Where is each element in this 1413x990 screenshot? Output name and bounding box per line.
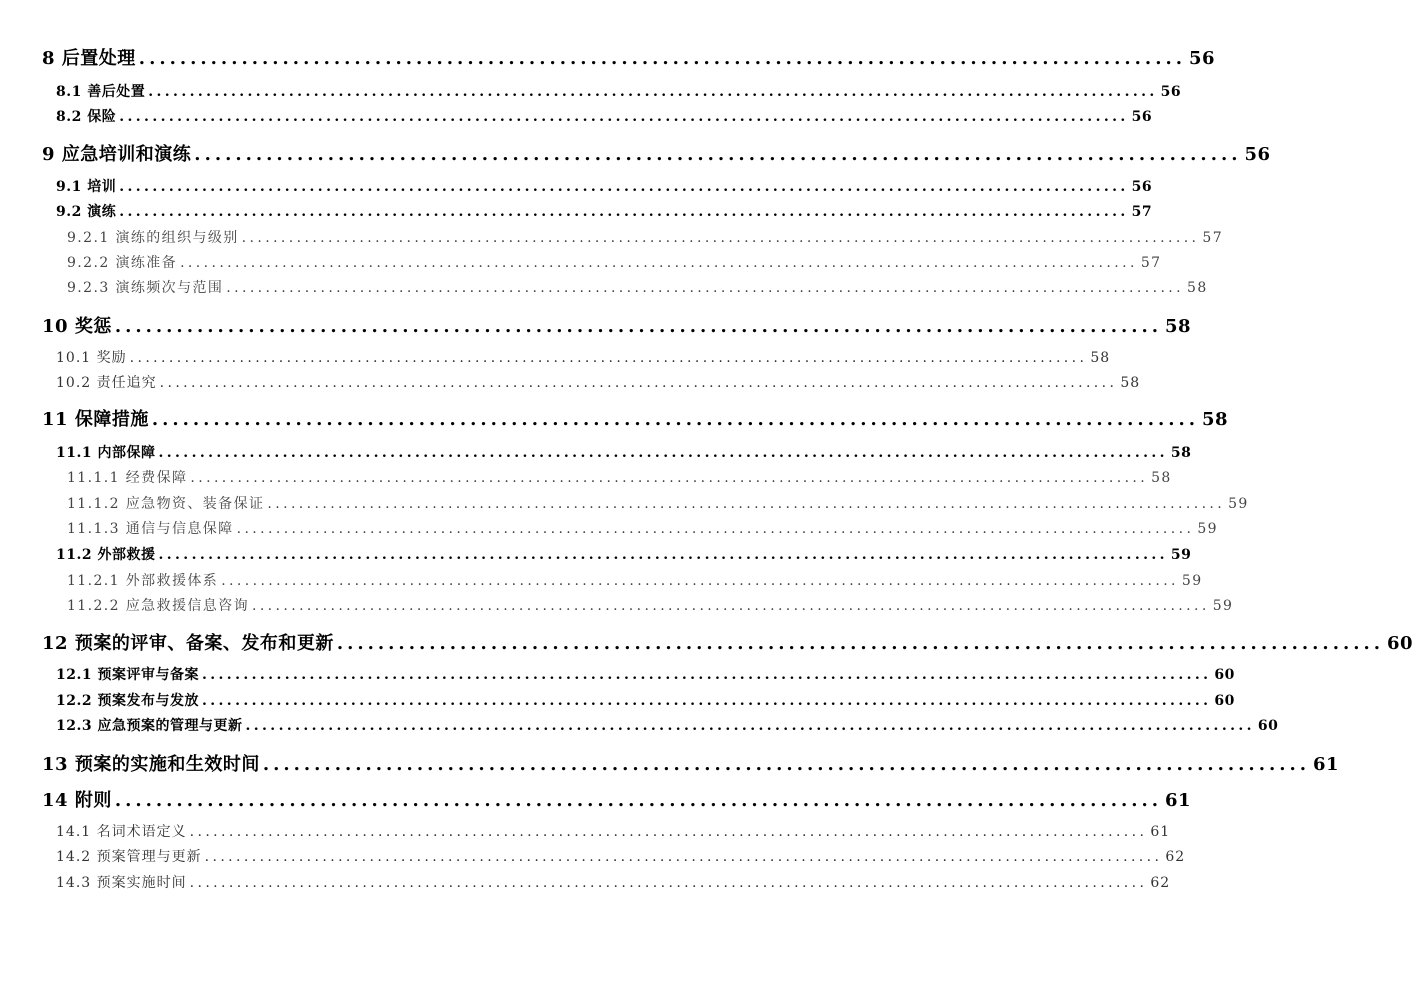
toc-entry[interactable]	[0, 442, 1192, 462]
toc-leader-dots: ......................................................................................................	[114, 316, 1163, 337]
toc-entry[interactable]	[0, 227, 1224, 247]
toc-entry-page: 58	[1187, 280, 1208, 296]
toc-entry-title: 14.3 预案实施时间	[56, 875, 187, 891]
toc-entry-page: 61	[1313, 754, 1340, 775]
toc-leader-dots: ..........................................................................................................................	[159, 375, 1118, 391]
toc-entry-page: 57	[1131, 204, 1153, 220]
toc-entry-title: 11 保障措施	[42, 409, 149, 430]
toc-entry-page: 61	[1150, 824, 1171, 840]
toc-entry-title: 11.1.1 经费保障	[67, 470, 188, 486]
toc-entry-page: 61	[1165, 790, 1192, 811]
toc-entry[interactable]	[0, 44, 1216, 70]
toc-leader-dots: ..........................................................................................................................	[241, 230, 1200, 246]
toc-entry[interactable]	[0, 664, 1235, 684]
toc-entry-title: 10.1 奖励	[56, 350, 127, 366]
toc-entry-title: 8 后置处理	[42, 48, 136, 69]
toc-entry-page: 60	[1257, 718, 1279, 734]
toc-leader-dots: ......................................................................................................	[336, 633, 1385, 654]
toc-entry[interactable]	[0, 372, 1141, 392]
toc-entry[interactable]	[0, 690, 1235, 710]
toc-entry-page: 56	[1160, 84, 1182, 100]
toc-leader-dots: ......................................................................................................	[194, 144, 1242, 165]
toc-leader-dots: ......................................................................................................	[138, 48, 1186, 69]
toc-entry-page: 58	[1120, 375, 1141, 391]
toc-entry-page: 62	[1165, 849, 1186, 865]
toc-entry-page: 56	[1244, 144, 1271, 165]
toc-entry-title: 10 奖惩	[42, 316, 112, 337]
toc-entry-title: 14 附则	[42, 790, 112, 811]
toc-entry[interactable]	[0, 715, 1279, 735]
toc-entry-title: 11.1 内部保障	[56, 445, 156, 461]
toc-leader-dots: ..........................................................................................................................	[119, 204, 1129, 220]
toc-leader-dots: ..........................................................................................................................	[251, 598, 1210, 614]
toc-entry-page: 56	[1131, 179, 1153, 195]
toc-entry-title: 9.2.2 演练准备	[67, 255, 178, 271]
toc-entry-page: 62	[1150, 875, 1171, 891]
toc-entry-title: 9.2 演练	[56, 204, 117, 220]
toc-leader-dots: ..........................................................................................................................	[236, 521, 1195, 537]
toc-entry[interactable]	[0, 544, 1192, 564]
toc-entry-title: 12 预案的评审、备案、发布和更新	[42, 633, 334, 654]
toc-leader-dots: ..........................................................................................................................	[201, 667, 1212, 683]
toc-entry-page: 60	[1387, 633, 1413, 654]
toc-entry-page: 58	[1165, 316, 1192, 337]
toc-entry-title: 14.2 预案管理与更新	[56, 849, 202, 865]
toc-entry[interactable]	[0, 467, 1172, 487]
toc-entry-title: 11.2.2 应急救援信息咨询	[67, 598, 249, 614]
toc-leader-dots: ..........................................................................................................................	[158, 445, 1168, 461]
toc-entry[interactable]	[0, 140, 1271, 166]
toc-entry-page: 58	[1170, 445, 1192, 461]
toc-entry-page: 59	[1197, 521, 1218, 537]
toc-entry-page: 60	[1214, 693, 1235, 709]
toc-leader-dots: ..........................................................................................................................	[226, 280, 1185, 296]
toc-leader-dots: ..........................................................................................................................	[119, 109, 1129, 125]
toc-entry-title: 9.1 培训	[56, 179, 117, 195]
toc-entry-title: 12.2 预案发布与发放	[56, 693, 199, 709]
toc-entry-page: 59	[1170, 547, 1192, 563]
toc-entry[interactable]	[0, 846, 1186, 866]
toc-entry[interactable]	[0, 252, 1162, 272]
toc-leader-dots: ..........................................................................................................................	[204, 849, 1163, 865]
toc-entry-title: 11.1.3 通信与信息保障	[67, 521, 234, 537]
toc-entry-page: 58	[1202, 409, 1229, 430]
toc-entry-page: 60	[1214, 667, 1235, 683]
toc-entry-title: 14.1 名词术语定义	[56, 824, 187, 840]
toc-entry[interactable]	[0, 821, 1171, 841]
toc-leader-dots: ..........................................................................................................................	[148, 84, 1158, 100]
toc-leader-dots: ..........................................................................................................................	[129, 350, 1088, 366]
toc-entry-page: 59	[1181, 573, 1203, 589]
toc-leader-dots: ..........................................................................................................................	[267, 496, 1226, 512]
toc-entry-page: 56	[1131, 109, 1153, 125]
toc-entry-page: 58	[1090, 350, 1111, 366]
toc-entry[interactable]	[0, 872, 1171, 892]
toc-leader-dots: ..........................................................................................................................	[180, 255, 1138, 271]
toc-entry-title: 8.1 善后处置	[56, 84, 146, 100]
toc-leader-dots: ..........................................................................................................................	[119, 179, 1129, 195]
toc-entry[interactable]	[0, 629, 1413, 655]
toc-leader-dots: ..........................................................................................................................	[201, 693, 1212, 709]
toc-leader-dots: ......................................................................................................	[114, 790, 1163, 811]
toc-entry[interactable]	[0, 106, 1153, 126]
toc-leader-dots: ..........................................................................................................................	[221, 573, 1179, 589]
toc-entry[interactable]	[0, 176, 1153, 196]
toc-leader-dots: ..........................................................................................................................	[189, 824, 1148, 840]
toc-entry-page: 57	[1202, 230, 1224, 246]
toc-leader-dots: ..........................................................................................................................	[245, 718, 1255, 734]
toc-entry-title: 9 应急培训和演练	[42, 144, 192, 165]
toc-leader-dots: ..........................................................................................................................	[158, 547, 1168, 563]
toc-entry-page: 59	[1212, 598, 1234, 614]
toc-entry-title: 9.2.1 演练的组织与级别	[67, 230, 239, 246]
toc-entry-title: 11.2 外部救援	[56, 547, 156, 563]
toc-entry-page: 57	[1140, 255, 1162, 271]
toc-entry[interactable]	[0, 81, 1182, 101]
toc-entry[interactable]	[0, 570, 1203, 590]
toc-leader-dots: ......................................................................................................	[262, 754, 1311, 775]
toc-entry-title: 11.2.1 外部救援体系	[67, 573, 219, 589]
toc-entry-title: 13 预案的实施和生效时间	[42, 754, 260, 775]
toc-entry[interactable]	[0, 786, 1192, 812]
toc-leader-dots: ..........................................................................................................................	[190, 470, 1149, 486]
toc-entry-page: 58	[1151, 470, 1172, 486]
toc-entry[interactable]	[0, 312, 1192, 338]
toc-entry-title: 12.3 应急预案的管理与更新	[56, 718, 243, 734]
toc-entry-title: 10.2 责任追究	[56, 375, 157, 391]
toc-entry[interactable]	[0, 750, 1340, 776]
toc-entry-page: 59	[1228, 496, 1249, 512]
toc-entry-title: 11.1.2 应急物资、装备保证	[67, 496, 265, 512]
toc-entry-title: 8.2 保险	[56, 109, 117, 125]
toc-entry[interactable]	[0, 595, 1234, 615]
toc-entry[interactable]	[0, 518, 1218, 538]
toc-entry-title: 12.1 预案评审与备案	[56, 667, 199, 683]
toc-entry[interactable]	[0, 201, 1153, 221]
toc-leader-dots: ......................................................................................................	[151, 409, 1200, 430]
toc-entry-page: 56	[1189, 48, 1216, 69]
toc-entry[interactable]	[0, 405, 1229, 431]
toc-entry-title: 9.2.3 演练频次与范围	[67, 280, 224, 296]
toc-entry[interactable]	[0, 277, 1208, 297]
toc-entry[interactable]	[0, 347, 1111, 367]
toc-leader-dots: ..........................................................................................................................	[189, 875, 1148, 891]
toc-entry[interactable]	[0, 493, 1249, 513]
